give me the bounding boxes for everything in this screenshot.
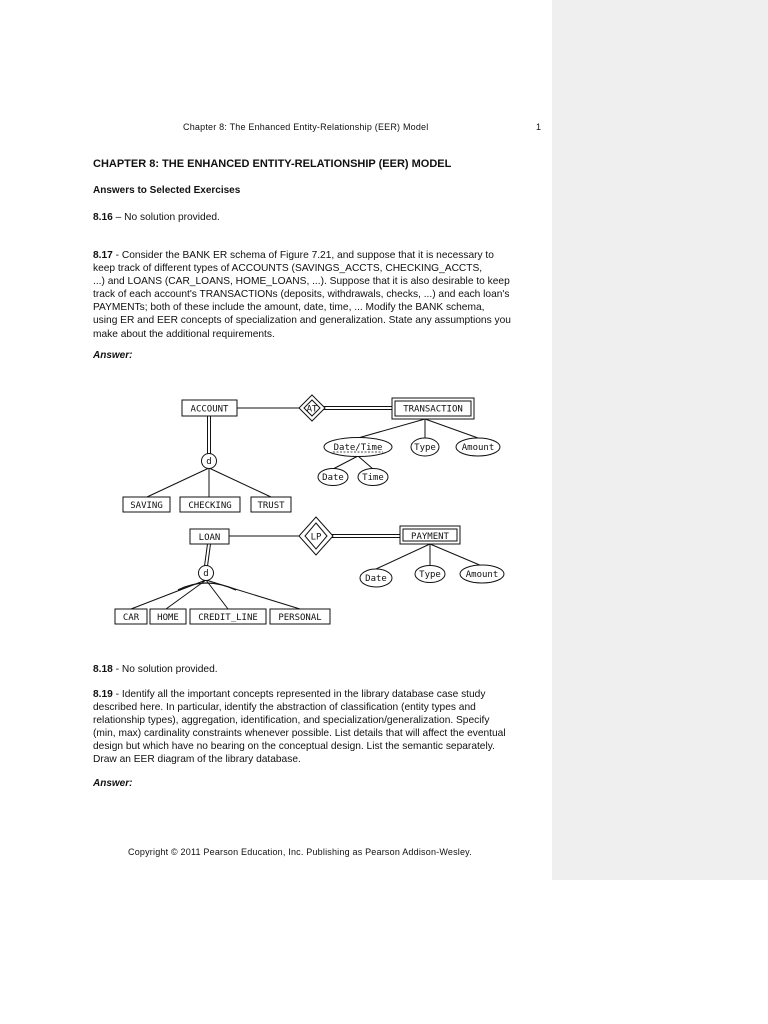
attr-date: Date bbox=[322, 473, 344, 483]
entity-saving: SAVING bbox=[130, 501, 163, 511]
exercise-number: 8.17 bbox=[93, 250, 113, 261]
entity-car: CAR bbox=[122, 613, 140, 623]
disjoint-marker: d bbox=[203, 569, 209, 579]
entity-account: ACCOUNT bbox=[190, 404, 229, 415]
exercise-number: 8.19 bbox=[93, 689, 113, 700]
para-line: track of each account's TRANSACTIONs (deposits, withdrawals, checks, ...) and each loan's bbox=[93, 289, 510, 301]
answer-label: Answer: bbox=[93, 350, 133, 361]
attr-payment-date: Date bbox=[365, 574, 387, 584]
exercise-text: – No solution provided. bbox=[112, 212, 220, 223]
attr-amount: Amount bbox=[461, 443, 495, 453]
page-number: 1 bbox=[536, 122, 542, 132]
entity-loan: LOAN bbox=[198, 533, 221, 543]
running-header: Chapter 8: The Enhanced Entity-Relationship (EER) Model bbox=[183, 122, 429, 132]
exercise-8-18 bbox=[93, 663, 545, 676]
attr-payment-type: Type bbox=[419, 570, 441, 580]
entity-payment: PAYMENT bbox=[411, 532, 449, 542]
para-line: using ER and EER concepts of specialization and generalization. State any assumptions you bbox=[93, 315, 511, 327]
answer-label: Answer: bbox=[93, 778, 133, 789]
para-line: (min, max) cardinality constraints whenever possible. List details that will affect the eventual bbox=[93, 728, 506, 740]
exercise-8-17 bbox=[93, 249, 545, 341]
para-line: described here. In particular, identify the abstraction of classification (entity types and bbox=[93, 702, 476, 714]
exercise-number: 8.16 bbox=[93, 212, 113, 223]
para-line: ...) and LOANS (CAR_LOANS, HOME_LOANS, ...). Suppose that it is also desirable to keep bbox=[93, 276, 510, 288]
entity-transaction: TRANSACTION bbox=[403, 404, 463, 415]
entity-checking: CHECKING bbox=[188, 501, 232, 511]
exercise-8-16 bbox=[93, 211, 545, 224]
entity-personal: PERSONAL bbox=[278, 613, 322, 623]
eer-diagram bbox=[0, 380, 552, 630]
disjoint-marker: d bbox=[206, 457, 212, 467]
copyright-footer: Copyright © 2011 Pearson Education, Inc. Publishing as Pearson Addison-Wesley. bbox=[128, 847, 472, 857]
attr-time: Time bbox=[362, 473, 384, 483]
exercise-8-19 bbox=[93, 688, 545, 767]
para-line: Draw an EER diagram of the library database. bbox=[93, 754, 301, 766]
chapter-title: CHAPTER 8: THE ENHANCED ENTITY-RELATIONSHIP (EER) MODEL bbox=[93, 158, 452, 170]
relationship-at: AT bbox=[306, 404, 318, 415]
para-line: relationship types), aggregation, identification, and specialization/generalization. Specify bbox=[93, 715, 490, 727]
relationship-lp: LP bbox=[310, 532, 322, 543]
attr-payment-amount: Amount bbox=[465, 570, 499, 580]
para-line: design but which have no bearing on the conceptual design. List the semantic separately. bbox=[93, 741, 495, 753]
para-line: 8.19 - Identify all the important concepts represented in the library database case study bbox=[93, 689, 486, 700]
para-line: keep track of different types of ACCOUNTS (SAVINGS_ACCTS, CHECKING_ACCTS, bbox=[93, 263, 483, 275]
entity-home: HOME bbox=[157, 613, 179, 623]
comment-pane bbox=[552, 0, 768, 880]
exercise-number: 8.18 bbox=[93, 664, 113, 675]
entity-credit-line: CREDIT_LINE bbox=[198, 613, 258, 623]
para-line: PAYMENTs; both of these include the amount, date, time, ... Modify the BANK schema, bbox=[93, 302, 485, 314]
section-subtitle: Answers to Selected Exercises bbox=[93, 185, 241, 196]
attr-date-time: Date/Time bbox=[333, 443, 383, 453]
entity-trust: TRUST bbox=[257, 501, 285, 511]
attr-type: Type bbox=[414, 443, 436, 453]
para-line: make about the additional requirements. bbox=[93, 328, 275, 340]
para-line: 8.17 - Consider the BANK ER schema of Figure 7.21, and suppose that it is necessary to bbox=[93, 250, 494, 261]
exercise-text: - No solution provided. bbox=[112, 664, 218, 675]
